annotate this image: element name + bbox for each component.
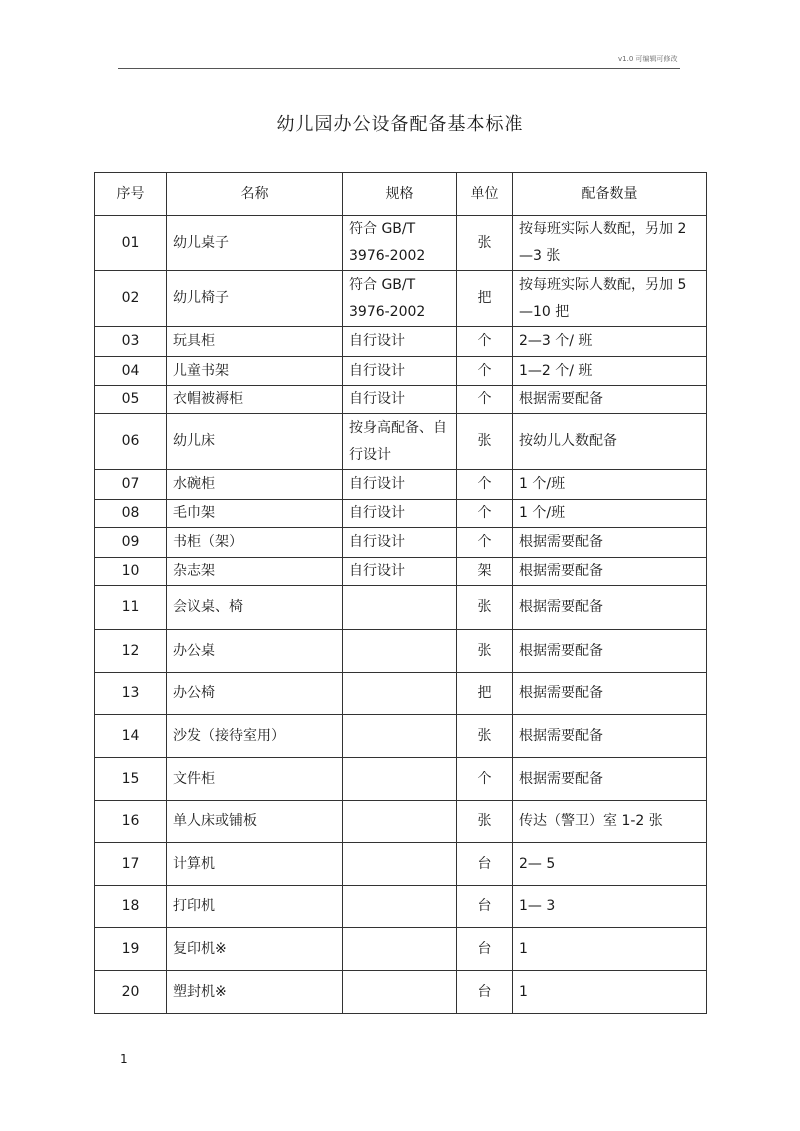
table-row — [95, 801, 707, 843]
cell-qty: 根据需要配备 — [513, 586, 707, 630]
table-row — [95, 500, 707, 528]
header-note: v1.0 可编辑可修改 — [618, 55, 678, 63]
header-cell-no: 序号 — [95, 173, 167, 216]
cell-spec — [343, 673, 457, 715]
cell-qty: 根据需要配备 — [513, 673, 707, 715]
cell-qty: 根据需要配备 — [513, 528, 707, 558]
cell-spec — [343, 843, 457, 886]
cell-no: 04 — [95, 357, 167, 386]
cell-name: 幼儿桌子 — [167, 216, 343, 271]
cell-no: 09 — [95, 528, 167, 558]
cell-spec — [343, 928, 457, 971]
cell-name: 水碗柜 — [167, 470, 343, 500]
cell-unit: 张 — [457, 630, 513, 673]
table-row — [95, 928, 707, 971]
cell-qty: 1 — [513, 928, 707, 971]
cell-no: 20 — [95, 971, 167, 1014]
cell-unit: 张 — [457, 586, 513, 630]
cell-qty: 按每班实际人数配，另加 5—10 把 — [513, 271, 707, 327]
cell-qty: 根据需要配备 — [513, 758, 707, 801]
table-row — [95, 528, 707, 558]
cell-spec: 自行设计 — [343, 528, 457, 558]
table-row — [95, 558, 707, 586]
table-row — [95, 327, 707, 357]
cell-no: 17 — [95, 843, 167, 886]
cell-name: 沙发（接待室用） — [167, 715, 343, 758]
cell-no: 13 — [95, 673, 167, 715]
table-row — [95, 216, 707, 271]
cell-qty: 1 — [513, 971, 707, 1014]
cell-no: 19 — [95, 928, 167, 971]
cell-spec: 自行设计 — [343, 386, 457, 414]
table-row — [95, 470, 707, 500]
cell-spec — [343, 971, 457, 1014]
cell-qty: 传达（警卫）室 1-2 张 — [513, 801, 707, 843]
cell-unit: 个 — [457, 470, 513, 500]
cell-unit: 张 — [457, 216, 513, 271]
cell-qty: 根据需要配备 — [513, 558, 707, 586]
page-number: 1 — [120, 1052, 128, 1066]
cell-unit: 架 — [457, 558, 513, 586]
cell-unit: 张 — [457, 801, 513, 843]
cell-spec — [343, 886, 457, 928]
cell-qty: 按幼儿人数配备 — [513, 414, 707, 470]
cell-qty: 2—3 个/ 班 — [513, 327, 707, 357]
cell-unit: 个 — [457, 386, 513, 414]
cell-unit: 台 — [457, 928, 513, 971]
cell-spec — [343, 758, 457, 801]
table-row — [95, 386, 707, 414]
table-row — [95, 715, 707, 758]
table-body — [95, 216, 707, 1014]
cell-qty: 1— 3 — [513, 886, 707, 928]
cell-no: 08 — [95, 500, 167, 528]
cell-no: 16 — [95, 801, 167, 843]
cell-name: 书柜（架） — [167, 528, 343, 558]
cell-qty: 1 个/班 — [513, 500, 707, 528]
header-cell-unit: 单位 — [457, 173, 513, 216]
cell-name: 玩具柜 — [167, 327, 343, 357]
cell-name: 单人床或铺板 — [167, 801, 343, 843]
cell-no: 07 — [95, 470, 167, 500]
cell-spec — [343, 586, 457, 630]
table-row — [95, 271, 707, 327]
cell-spec: 自行设计 — [343, 558, 457, 586]
cell-spec — [343, 801, 457, 843]
cell-unit: 台 — [457, 843, 513, 886]
cell-no: 06 — [95, 414, 167, 470]
table-row — [95, 414, 707, 470]
equipment-standard-table — [94, 172, 707, 1014]
cell-name: 幼儿椅子 — [167, 271, 343, 327]
cell-unit: 台 — [457, 886, 513, 928]
cell-no: 10 — [95, 558, 167, 586]
header-cell-name: 名称 — [167, 173, 343, 216]
cell-name: 文件柜 — [167, 758, 343, 801]
cell-unit: 张 — [457, 715, 513, 758]
cell-qty: 2— 5 — [513, 843, 707, 886]
cell-qty: 1 个/班 — [513, 470, 707, 500]
table-row — [95, 971, 707, 1014]
cell-unit: 个 — [457, 327, 513, 357]
cell-name: 衣帽被褥柜 — [167, 386, 343, 414]
cell-no: 12 — [95, 630, 167, 673]
cell-unit: 个 — [457, 500, 513, 528]
cell-spec: 自行设计 — [343, 357, 457, 386]
cell-unit: 个 — [457, 758, 513, 801]
cell-spec: 自行设计 — [343, 470, 457, 500]
cell-qty: 1—2 个/ 班 — [513, 357, 707, 386]
cell-no: 18 — [95, 886, 167, 928]
cell-spec: 自行设计 — [343, 327, 457, 357]
cell-spec — [343, 630, 457, 673]
header-cell-spec: 规格 — [343, 173, 457, 216]
cell-no: 14 — [95, 715, 167, 758]
cell-name: 杂志架 — [167, 558, 343, 586]
cell-spec — [343, 715, 457, 758]
cell-spec: 自行设计 — [343, 500, 457, 528]
cell-unit: 把 — [457, 271, 513, 327]
cell-no: 11 — [95, 586, 167, 630]
cell-qty: 根据需要配备 — [513, 715, 707, 758]
cell-unit: 个 — [457, 357, 513, 386]
table-header-row — [95, 173, 707, 216]
cell-name: 塑封机※ — [167, 971, 343, 1014]
table-row — [95, 758, 707, 801]
cell-name: 毛巾架 — [167, 500, 343, 528]
cell-spec: 符合 GB/T 3976-2002 — [343, 271, 457, 327]
table-row — [95, 586, 707, 630]
cell-name: 幼儿床 — [167, 414, 343, 470]
cell-name: 儿童书架 — [167, 357, 343, 386]
table-row — [95, 886, 707, 928]
cell-name: 会议桌、椅 — [167, 586, 343, 630]
cell-qty: 根据需要配备 — [513, 630, 707, 673]
header-cell-qty: 配备数量 — [513, 173, 707, 216]
header-divider — [118, 68, 680, 69]
cell-qty: 按每班实际人数配，另加 2—3 张 — [513, 216, 707, 271]
cell-spec: 符合 GB/T 3976-2002 — [343, 216, 457, 271]
cell-spec: 按身高配备、自行设计 — [343, 414, 457, 470]
document-title: 幼儿园办公设备配备基本标准 — [276, 114, 524, 135]
table-row — [95, 673, 707, 715]
cell-name: 打印机 — [167, 886, 343, 928]
cell-name: 复印机※ — [167, 928, 343, 971]
cell-no: 02 — [95, 271, 167, 327]
cell-name: 办公椅 — [167, 673, 343, 715]
table-row — [95, 843, 707, 886]
cell-no: 01 — [95, 216, 167, 271]
cell-unit: 把 — [457, 673, 513, 715]
cell-unit: 张 — [457, 414, 513, 470]
cell-unit: 台 — [457, 971, 513, 1014]
cell-no: 03 — [95, 327, 167, 357]
cell-no: 15 — [95, 758, 167, 801]
cell-name: 计算机 — [167, 843, 343, 886]
cell-name: 办公桌 — [167, 630, 343, 673]
table-row — [95, 630, 707, 673]
cell-unit: 个 — [457, 528, 513, 558]
cell-qty: 根据需要配备 — [513, 386, 707, 414]
table-row — [95, 357, 707, 386]
cell-no: 05 — [95, 386, 167, 414]
